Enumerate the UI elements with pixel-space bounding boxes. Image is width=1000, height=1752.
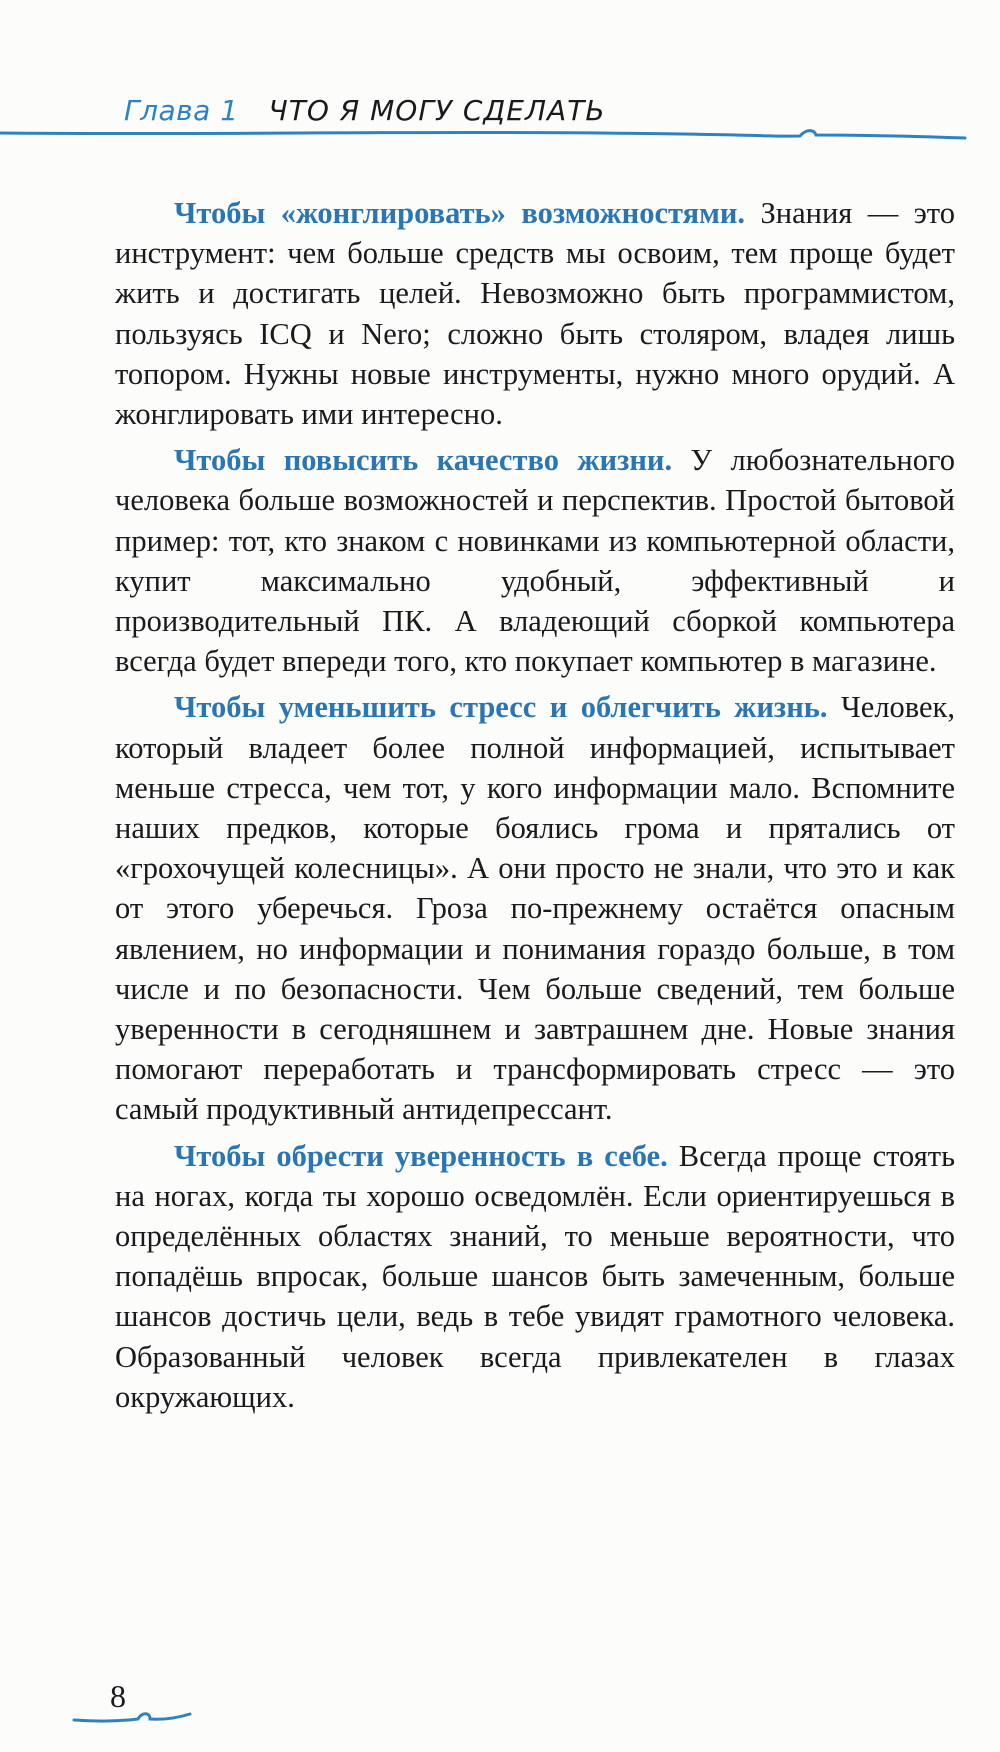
folio: [96, 1678, 186, 1738]
paragraph-lead: Чтобы обрести уверенность в себе.: [174, 1138, 668, 1173]
paragraph-lead: Чтобы «жонглировать» возможностями.: [174, 196, 746, 230]
paragraph-quality-of-life: [115, 440, 955, 681]
body-text: [115, 193, 955, 1423]
page-number: 8: [110, 1678, 126, 1714]
paragraph-text: Знания — это инструмент: чем больше средств мы освоим, тем проще будет жить и достигать целей. Невозможно быть программистом, пользуясь ICQ и Nero; сложно быть столяром, владея лишь топором. Нужны новые инструменты, нужно много орудий. А жонглировать ими интересно.: [115, 196, 955, 432]
header-rule: [0, 125, 970, 155]
paragraph-reduce-stress: [115, 687, 955, 1129]
paragraph-self-confidence: [115, 1136, 955, 1417]
paragraph-text: У любознательного человека больше возможностей и перспектив. Простой бытовой пример: тот, кто знаком с новинками из компьютерной области, купит максимально удобный, эффективный и производительный ПК. А владеющий сборкой компьютера всегда будет впереди того, кто покупает компьютер в магазине.: [115, 443, 955, 679]
paragraph-text: Всегда проще стоять на ногах, когда ты хорошо осведомлён. Если ориентируешься в определённых областях знаний, то меньше вероятности, что попадёшь впросак, больше шансов быть замеченным, больше шансов достичь цели, ведь в тебе увидят грамотного человека. Образованный человек всегда привлекателен в глазах окружающих.: [115, 1138, 955, 1414]
paragraph-lead: Чтобы повысить качество жизни.: [174, 443, 673, 478]
chapter-title: ЧТО Я МОГУ СДЕЛАТЬ: [268, 94, 606, 127]
paragraph-juggling: [115, 193, 955, 434]
paragraph-text: Человек, который владеет более полной информацией, испытывает меньше стресса, чем тот, у кого информации мало. Вспомните наших предков, которые боялись грома и прятались от «грохочущей колесницы». А они просто не знали, что это и как от этого уберечься. Гроза по-прежнему остаётся опасным явлением, но информации и понимания гораздо больше, в том числе и по безопасности. Чем больше сведений, тем больше уверенности в сегодняшнем и завтрашнем дне. Новые знания помогают переработать и трансформировать стресс — это самый продуктивный антидепрессант.: [115, 690, 955, 1127]
folio-swash: [72, 1708, 192, 1728]
paragraph-lead: Чтобы уменьшить стресс и облегчить жизнь.: [174, 690, 828, 725]
chapter-label: Глава 1: [124, 94, 239, 127]
